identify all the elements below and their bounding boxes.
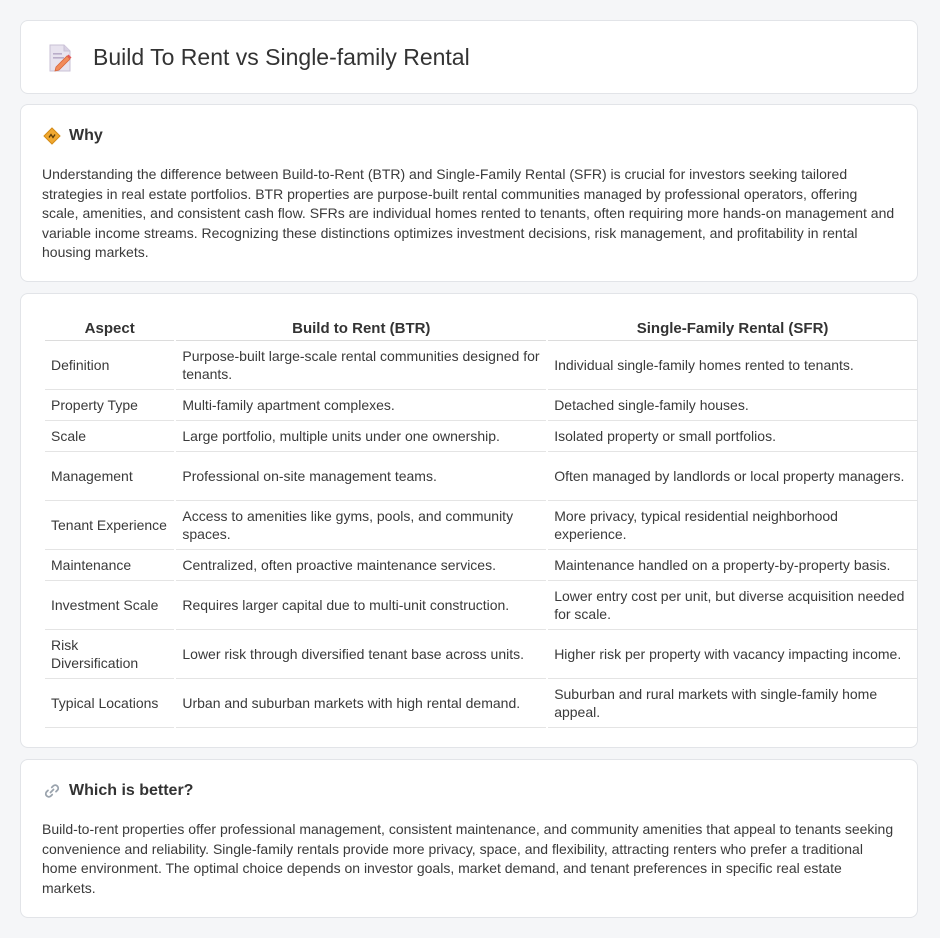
row-aspect: Investment Scale (45, 581, 174, 630)
which-is-better-section (20, 759, 918, 918)
row-btr: Lower risk through diversified tenant base across units. (176, 630, 546, 679)
row-aspect: Scale (45, 421, 174, 452)
why-text: Understanding the difference between Build-to-Rent (BTR) and Single-Family Rental (SFR) is crucial for investors seeking tailored strategies in real estate portfolios. BTR properties are purpose-built rental communities managed by professional operators, offering scale, amenities, and consistent cash flow. SFRs are individual homes rented to tenants, often requiring more hands-on management and variable income streams. Recognizing these distinctions optimizes investment decisions, risk management, and profitability in rental housing markets. (42, 166, 895, 261)
why-section (20, 104, 918, 282)
diamond-sign-icon (43, 127, 61, 145)
better-heading: Which is better? (69, 782, 194, 799)
row-sfr: Higher risk per property with vacancy impacting income. (548, 630, 917, 679)
column-header-btr: Build to Rent (BTR) (176, 314, 546, 341)
comparison-table (43, 314, 919, 728)
table-header-row (45, 314, 917, 341)
row-aspect: Risk Diversification (45, 630, 174, 679)
table-row (45, 501, 917, 550)
table-row (45, 679, 917, 728)
column-header-aspect: Aspect (45, 314, 174, 341)
row-btr: Purpose-built large-scale rental communities designed for tenants. (176, 341, 546, 390)
row-sfr: Detached single-family houses. (548, 390, 917, 421)
row-aspect: Tenant Experience (45, 501, 174, 550)
row-btr: Urban and suburban markets with high rental demand. (176, 679, 546, 728)
table-row (45, 452, 917, 501)
row-btr: Centralized, often proactive maintenance services. (176, 550, 546, 581)
table-row (45, 341, 917, 390)
row-btr: Multi-family apartment complexes. (176, 390, 546, 421)
better-heading-row (43, 782, 193, 800)
row-sfr: Isolated property or small portfolios. (548, 421, 917, 452)
document-pencil-icon (47, 43, 73, 73)
row-btr: Access to amenities like gyms, pools, and community spaces. (176, 501, 546, 550)
row-aspect: Property Type (45, 390, 174, 421)
page-title: Build To Rent vs Single-family Rental (93, 44, 470, 70)
link-icon (43, 782, 61, 800)
table-row (45, 630, 917, 679)
title-card (20, 20, 918, 94)
comparison-table-card (20, 293, 918, 748)
row-sfr: Often managed by landlords or local property managers. (548, 452, 917, 501)
why-heading: Why (69, 127, 103, 144)
row-aspect: Maintenance (45, 550, 174, 581)
row-sfr: Individual single-family homes rented to tenants. (548, 341, 917, 390)
row-sfr: Maintenance handled on a property-by-property basis. (548, 550, 917, 581)
row-btr: Requires larger capital due to multi-unit construction. (176, 581, 546, 630)
column-header-sfr: Single-Family Rental (SFR) (548, 314, 917, 341)
table-row (45, 550, 917, 581)
why-heading-row (43, 127, 103, 145)
row-aspect: Definition (45, 341, 174, 390)
row-btr: Professional on-site management teams. (176, 452, 546, 501)
row-sfr: Lower entry cost per unit, but diverse acquisition needed for scale. (548, 581, 917, 630)
row-aspect: Typical Locations (45, 679, 174, 728)
table-row (45, 390, 917, 421)
table-row (45, 421, 917, 452)
row-aspect: Management (45, 452, 174, 501)
row-sfr: More privacy, typical residential neighborhood experience. (548, 501, 917, 550)
table-row (45, 581, 917, 630)
row-btr: Large portfolio, multiple units under one ownership. (176, 421, 546, 452)
row-sfr: Suburban and rural markets with single-family home appeal. (548, 679, 917, 728)
better-text: Build-to-rent properties offer professional management, consistent maintenance, and community amenities that appeal to tenants seeking convenience and reliability. Single-family rentals provide more privacy, space, and flexibility, attracting renters who prefer a traditional home environment. The optimal choice depends on investor goals, market demand, and tenant preferences in specific real estate markets. (42, 821, 894, 896)
